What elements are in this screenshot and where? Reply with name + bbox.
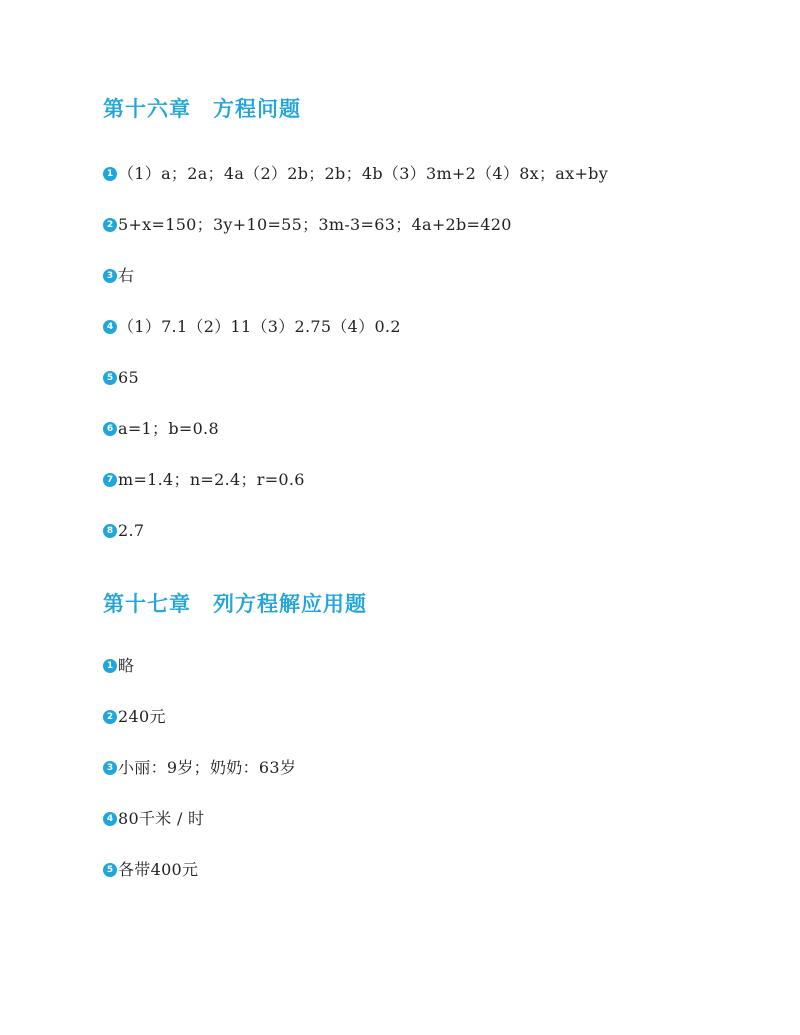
answer-item xyxy=(103,519,763,570)
answer-text: 5+x=150；3y+10=55；3m-3=63；4a+2b=420 xyxy=(118,215,512,234)
answer-text: a=1；b=0.8 xyxy=(118,419,219,438)
answer-item xyxy=(103,858,763,909)
answer-item xyxy=(103,468,763,519)
answer-text: （1）7.1（2）11（3）2.75（4）0.2 xyxy=(118,317,401,336)
chapter-16-answer-list xyxy=(103,162,763,570)
answer-text: 240元 xyxy=(118,707,166,726)
question-number-badge: 5 xyxy=(103,863,117,877)
answer-item xyxy=(103,264,763,315)
answer-item xyxy=(103,162,763,213)
answer-item xyxy=(103,756,763,807)
chapter-16-section xyxy=(103,94,763,570)
answer-text: m=1.4；n=2.4；r=0.6 xyxy=(118,470,305,489)
answer-item xyxy=(103,366,763,417)
answer-item xyxy=(103,807,763,858)
question-number-badge: 3 xyxy=(103,761,117,775)
answer-item xyxy=(103,213,763,264)
answer-text: 80千米 / 时 xyxy=(118,809,205,828)
answer-text: （1）a；2a；4a（2）2b；2b；4b（3）3m+2（4）8x；ax+by xyxy=(118,164,609,183)
question-number-badge: 6 xyxy=(103,422,117,436)
answer-item xyxy=(103,705,763,756)
answer-text: 小丽：9岁；奶奶：63岁 xyxy=(118,758,297,777)
answer-text: 略 xyxy=(118,656,135,675)
question-number-badge: 2 xyxy=(103,710,117,724)
answer-text: 65 xyxy=(118,368,139,387)
answer-item xyxy=(103,315,763,366)
answer-text: 各带400元 xyxy=(118,860,199,879)
answer-item xyxy=(103,654,763,705)
question-number-badge: 4 xyxy=(103,812,117,826)
question-number-badge: 3 xyxy=(103,269,117,283)
question-number-badge: 1 xyxy=(103,659,117,673)
question-number-badge: 2 xyxy=(103,218,117,232)
question-number-badge: 4 xyxy=(103,320,117,334)
chapter-17-title: 第十七章 列方程解应用题 xyxy=(103,592,367,616)
question-number-badge: 5 xyxy=(103,371,117,385)
chapter-16-title: 第十六章 方程问题 xyxy=(103,97,301,121)
chapter-17-section xyxy=(103,589,763,909)
question-number-badge: 1 xyxy=(103,167,117,181)
answer-text: 右 xyxy=(118,266,135,285)
chapter-17-answer-list xyxy=(103,654,763,909)
question-number-badge: 8 xyxy=(103,524,117,538)
answer-text: 2.7 xyxy=(118,521,145,540)
question-number-badge: 7 xyxy=(103,473,117,487)
answer-item xyxy=(103,417,763,468)
